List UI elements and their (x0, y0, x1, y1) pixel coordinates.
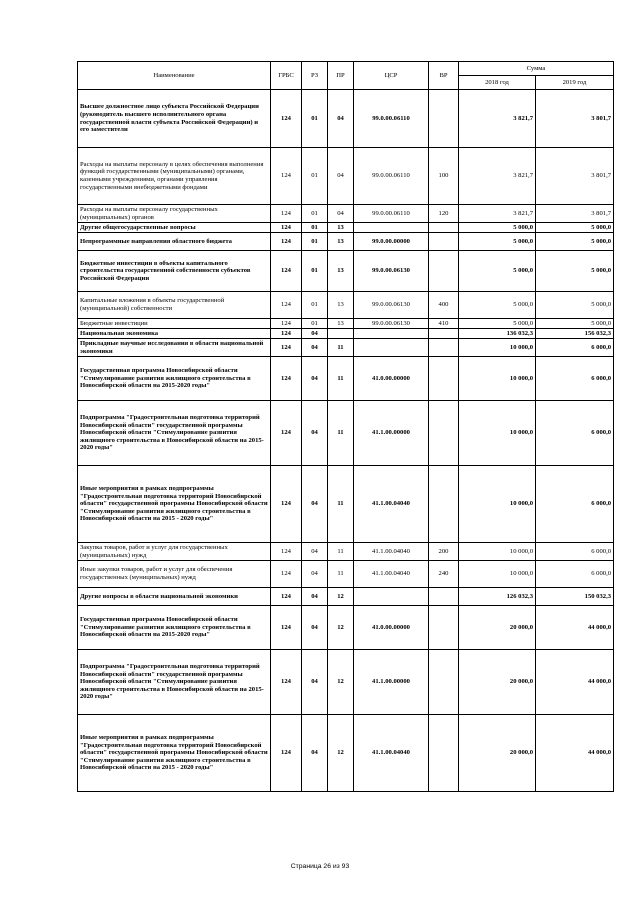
table-row (78, 339, 614, 357)
cell-y2018: 10 000,0 (459, 357, 536, 401)
cell-pr (328, 329, 354, 339)
cell-y2018: 5 000,0 (459, 292, 536, 319)
cell-y2019: 5 000,0 (536, 319, 614, 329)
cell-y2018: 126 032,3 (459, 588, 536, 606)
cell-pr: 12 (328, 588, 354, 606)
cell-y2018: 5 000,0 (459, 223, 536, 233)
table-row (78, 148, 614, 205)
budget-table (77, 61, 614, 792)
cell-name: Иные закупки товаров, работ и услуг для обеспечения государственных (муниципальных) нужд (78, 561, 271, 588)
cell-name: Бюджетные инвестиции в объекты капитального строительства государственной собственности субъектов Российской Федерации (78, 251, 271, 292)
cell-y2019: 156 032,3 (536, 329, 614, 339)
cell-pr: 11 (328, 339, 354, 357)
cell-csr (354, 588, 429, 606)
cell-pr: 11 (328, 401, 354, 466)
cell-pr: 12 (328, 606, 354, 650)
cell-rz: 01 (302, 251, 328, 292)
cell-name: Государственная программа Новосибирской области "Стимулирование развития жилищного строительства в Новосибирской области на 2015-2020 годы" (78, 357, 271, 401)
table-row (78, 401, 614, 466)
cell-name: Расходы на выплаты персоналу государственных (муниципальных) органов (78, 205, 271, 223)
header-csr: ЦСР (354, 62, 429, 90)
cell-y2019: 6 000,0 (536, 357, 614, 401)
cell-y2018: 5 000,0 (459, 233, 536, 251)
cell-grbs: 124 (271, 715, 302, 792)
cell-rz: 01 (302, 205, 328, 223)
cell-y2019: 3 801,7 (536, 148, 614, 205)
cell-y2018: 10 000,0 (459, 561, 536, 588)
cell-csr: 99.0.00.06130 (354, 319, 429, 329)
cell-csr: 41.1.00.04040 (354, 543, 429, 561)
cell-y2019: 6 000,0 (536, 339, 614, 357)
cell-name: Государственная программа Новосибирской области "Стимулирование развития жилищного строительства в Новосибирской области на 2015-2020 годы" (78, 606, 271, 650)
cell-rz: 04 (302, 650, 328, 715)
cell-vr (429, 329, 459, 339)
cell-y2019: 150 032,3 (536, 588, 614, 606)
cell-grbs: 124 (271, 339, 302, 357)
cell-y2018: 10 000,0 (459, 543, 536, 561)
cell-y2019: 6 000,0 (536, 543, 614, 561)
cell-rz: 04 (302, 606, 328, 650)
cell-vr (429, 650, 459, 715)
cell-grbs: 124 (271, 329, 302, 339)
cell-name: Бюджетные инвестиции (78, 319, 271, 329)
cell-rz: 01 (302, 90, 328, 148)
cell-csr: 99.0.00.00000 (354, 233, 429, 251)
cell-pr: 04 (328, 205, 354, 223)
cell-vr (429, 90, 459, 148)
page-number: Страница 26 из 93 (290, 863, 350, 870)
cell-rz: 01 (302, 319, 328, 329)
table-row (78, 588, 614, 606)
cell-rz: 04 (302, 357, 328, 401)
header-rz: РЗ (302, 62, 328, 90)
header-sum: Сумма (459, 62, 614, 76)
cell-y2018: 3 821,7 (459, 205, 536, 223)
cell-y2018: 5 000,0 (459, 251, 536, 292)
cell-y2019: 44 000,0 (536, 715, 614, 792)
cell-y2019: 3 801,7 (536, 90, 614, 148)
cell-grbs: 124 (271, 606, 302, 650)
cell-vr (429, 715, 459, 792)
cell-y2018: 3 821,7 (459, 90, 536, 148)
table-row (78, 715, 614, 792)
cell-y2018: 3 821,7 (459, 148, 536, 205)
table-row (78, 205, 614, 223)
cell-csr: 41.1.00.04040 (354, 561, 429, 588)
cell-name: Прикладные научные исследования в области национальной экономики (78, 339, 271, 357)
cell-rz: 01 (302, 233, 328, 251)
header-name: Наименование (78, 62, 271, 90)
cell-y2018: 20 000,0 (459, 715, 536, 792)
cell-pr: 12 (328, 650, 354, 715)
cell-rz: 01 (302, 148, 328, 205)
cell-y2019: 5 000,0 (536, 223, 614, 233)
cell-y2018: 10 000,0 (459, 466, 536, 543)
cell-csr: 41.0.00.00000 (354, 357, 429, 401)
cell-y2019: 6 000,0 (536, 561, 614, 588)
cell-csr: 41.1.00.04040 (354, 715, 429, 792)
cell-grbs: 124 (271, 650, 302, 715)
cell-csr: 99.0.00.06110 (354, 90, 429, 148)
cell-grbs: 124 (271, 561, 302, 588)
cell-name: Национальная экономика (78, 329, 271, 339)
cell-vr: 120 (429, 205, 459, 223)
table-row (78, 329, 614, 339)
cell-vr: 240 (429, 561, 459, 588)
cell-grbs: 124 (271, 90, 302, 148)
cell-y2019: 5 000,0 (536, 233, 614, 251)
cell-pr: 11 (328, 466, 354, 543)
table-row (78, 292, 614, 319)
cell-y2019: 44 000,0 (536, 606, 614, 650)
cell-y2019: 44 000,0 (536, 650, 614, 715)
cell-rz: 04 (302, 339, 328, 357)
cell-y2019: 6 000,0 (536, 466, 614, 543)
cell-vr: 410 (429, 319, 459, 329)
cell-csr: 99.0.00.06110 (354, 148, 429, 205)
cell-csr: 41.1.00.00000 (354, 650, 429, 715)
table-row (78, 90, 614, 148)
cell-pr: 13 (328, 223, 354, 233)
cell-y2018: 136 032,3 (459, 329, 536, 339)
cell-grbs: 124 (271, 588, 302, 606)
table-body (78, 90, 614, 792)
cell-name: Непрограммные направления областного бюджета (78, 233, 271, 251)
cell-y2018: 10 000,0 (459, 401, 536, 466)
cell-vr: 200 (429, 543, 459, 561)
cell-vr (429, 357, 459, 401)
cell-csr (354, 223, 429, 233)
cell-grbs: 124 (271, 233, 302, 251)
cell-y2019: 5 000,0 (536, 251, 614, 292)
cell-vr (429, 223, 459, 233)
cell-grbs: 124 (271, 401, 302, 466)
cell-vr: 400 (429, 292, 459, 319)
cell-pr: 11 (328, 357, 354, 401)
table-row (78, 561, 614, 588)
cell-rz: 04 (302, 588, 328, 606)
cell-y2019: 5 000,0 (536, 292, 614, 319)
cell-vr (429, 233, 459, 251)
cell-csr: 99.0.00.06110 (354, 205, 429, 223)
cell-grbs: 124 (271, 357, 302, 401)
cell-y2018: 20 000,0 (459, 606, 536, 650)
cell-name: Иные мероприятия в рамках подпрограммы "Градостроительная подготовка территорий Новосибирской области" государственной программы Новосибирской области "Стимулирование развития жилищного строительства в Новосибирской области на 2015 - 2020 годы" (78, 466, 271, 543)
cell-y2018: 20 000,0 (459, 650, 536, 715)
cell-y2018: 5 000,0 (459, 319, 536, 329)
cell-vr (429, 588, 459, 606)
cell-vr (429, 606, 459, 650)
header-pr: ПР (328, 62, 354, 90)
cell-csr (354, 329, 429, 339)
table-row (78, 223, 614, 233)
cell-csr: 41.0.00.00000 (354, 606, 429, 650)
cell-name: Капитальные вложения в объекты государственной (муниципальной) собственности (78, 292, 271, 319)
cell-vr (429, 339, 459, 357)
cell-rz: 04 (302, 401, 328, 466)
cell-vr (429, 251, 459, 292)
cell-grbs: 124 (271, 148, 302, 205)
table-row (78, 543, 614, 561)
cell-y2019: 6 000,0 (536, 401, 614, 466)
cell-rz: 04 (302, 543, 328, 561)
header-2018: 2018 год (459, 76, 536, 90)
table-row (78, 251, 614, 292)
table-row (78, 319, 614, 329)
cell-grbs: 124 (271, 292, 302, 319)
cell-grbs: 124 (271, 223, 302, 233)
cell-pr: 13 (328, 319, 354, 329)
cell-grbs: 124 (271, 543, 302, 561)
cell-vr (429, 466, 459, 543)
cell-grbs: 124 (271, 251, 302, 292)
table-row (78, 606, 614, 650)
cell-rz: 04 (302, 561, 328, 588)
cell-pr: 04 (328, 148, 354, 205)
cell-grbs: 124 (271, 466, 302, 543)
table-row (78, 466, 614, 543)
cell-rz: 01 (302, 223, 328, 233)
table-row (78, 650, 614, 715)
cell-y2019: 3 801,7 (536, 205, 614, 223)
cell-name: Высшее должностное лицо субъекта Российской Федерации (руководитель высшего исполнительного органа государственной власти субъекта Российской Федерации) и его заместители (78, 90, 271, 148)
cell-csr: 41.1.00.00000 (354, 401, 429, 466)
cell-vr: 100 (429, 148, 459, 205)
cell-pr: 13 (328, 251, 354, 292)
header-2019: 2019 год (536, 76, 614, 90)
cell-pr: 04 (328, 90, 354, 148)
cell-name: Другие вопросы в области национальной экономики (78, 588, 271, 606)
cell-csr: 41.1.00.04040 (354, 466, 429, 543)
cell-name: Подпрограмма "Градостроительная подготовка территорий Новосибирской области" государственной программы Новосибирской области "Стимулирование развития жилищного строительства в Новосибирской области на 2015-2020 годы" (78, 401, 271, 466)
cell-vr (429, 401, 459, 466)
cell-rz: 04 (302, 715, 328, 792)
cell-name: Расходы на выплаты персоналу в целях обеспечения выполнения функций государственными (муниципальными) органами, казенными учреждениями, органами управления государственными внебюджетными фондами (78, 148, 271, 205)
cell-pr: 12 (328, 715, 354, 792)
cell-y2018: 10 000,0 (459, 339, 536, 357)
cell-rz: 01 (302, 292, 328, 319)
cell-pr: 11 (328, 561, 354, 588)
cell-rz: 04 (302, 466, 328, 543)
cell-csr: 99.0.00.06130 (354, 251, 429, 292)
cell-grbs: 124 (271, 205, 302, 223)
cell-csr: 99.0.00.06130 (354, 292, 429, 319)
cell-rz: 04 (302, 329, 328, 339)
cell-name: Иные мероприятия в рамках подпрограммы "Градостроительная подготовка территорий Новосибирской области" государственной программы Новосибирской области "Стимулирование развития жилищного строительства в Новосибирской области на 2015 - 2020 годы" (78, 715, 271, 792)
table-row (78, 233, 614, 251)
cell-csr (354, 339, 429, 357)
cell-pr: 13 (328, 233, 354, 251)
cell-pr: 11 (328, 543, 354, 561)
cell-name: Закупка товаров, работ и услуг для государственных (муниципальных) нужд (78, 543, 271, 561)
header-vr: ВР (429, 62, 459, 90)
table-row (78, 357, 614, 401)
header-grbs: ГРБС (271, 62, 302, 90)
cell-pr: 13 (328, 292, 354, 319)
cell-name: Другие общегосударственные вопросы (78, 223, 271, 233)
cell-name: Подпрограмма "Градостроительная подготовка территорий Новосибирской области" государственной программы Новосибирской области "Стимулирование развития жилищного строительства в Новосибирской области на 2015-2020 годы" (78, 650, 271, 715)
cell-grbs: 124 (271, 319, 302, 329)
